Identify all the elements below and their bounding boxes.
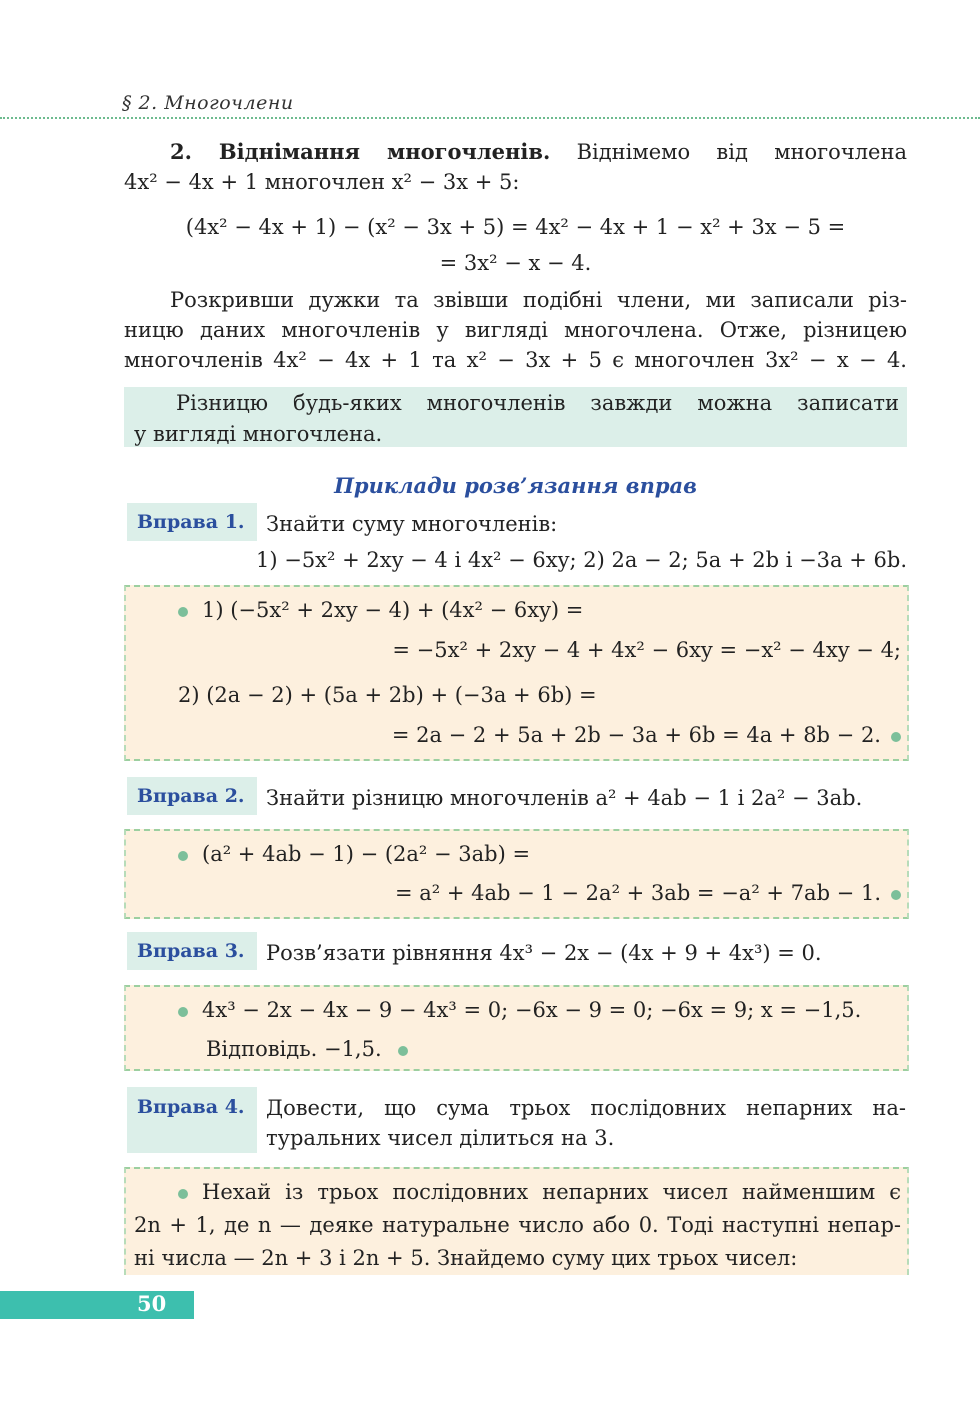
exercise-3-solution <box>124 985 909 1071</box>
exercise-1-task-line2: 1) −5x² + 2xy − 4 і 4x² − 6xy; 2) 2a − 2; 5a + 2b і −3a + 6b. <box>256 548 907 572</box>
part2-formula-line1: (4x² − 4x + 1) − (x² − 3x + 5) = 4x² − 4x + 1 − x² + 3x − 5 = <box>185 215 846 239</box>
bullet-end-icon <box>398 1046 408 1056</box>
part2-intro-rest: Віднімемо від многочлена <box>576 140 907 164</box>
exercise-1-solution <box>124 585 909 761</box>
exercise-4-solution <box>124 1167 909 1275</box>
examples-title: Приклади розв’язання вправ <box>334 473 697 498</box>
part2-para-line3: многочленів 4x² − 4x + 1 та x² − 3x + 5 є многочлен 3x² − x − 4. <box>124 348 907 372</box>
exercise-2-tag: Вправа 2. <box>127 777 257 815</box>
bullet-end-icon <box>891 890 901 900</box>
exercise-1-task-line1: Знайти суму многочленів: <box>266 512 558 536</box>
bullet-icon <box>178 851 188 861</box>
exercise-3-task-line1: Розв’язати рівняння 4x³ − 2x − (4x + 9 + 4x³) = 0. <box>266 941 822 965</box>
part2-para-line1: Розкривши дужки та звівши подібні члени, ми записали різ- <box>170 288 907 312</box>
part2-formula-line2: = 3x² − x − 4. <box>439 251 592 275</box>
exercise-3-sol-line1: 4x³ − 2x − 4x − 9 − 4x³ = 0; −6x − 9 = 0; −6x = 9; x = −1,5. <box>178 995 901 1026</box>
exercise-4-sol-line2: 2n + 1, де n — деяке натуральне число або 0. Тоді наступні непар- <box>134 1213 901 1237</box>
exercise-1-sol-line3: 2) (2a − 2) + (5a + 2b) + (−3a + 6b) = <box>178 683 597 707</box>
exercise-2-task-line1: Знайти різницю многочленів a² + 4ab − 1 і 2a² − 3ab. <box>266 786 863 810</box>
bullet-end-icon <box>891 732 901 742</box>
bullet-icon <box>178 607 188 617</box>
part2-intro-line2: 4x² − 4x + 1 многочлен x² − 3x + 5: <box>124 170 520 194</box>
bullet-icon <box>178 1007 188 1017</box>
part2-heading: 2. Віднімання многочленів. <box>170 139 551 164</box>
header-divider <box>0 117 980 119</box>
exercise-4-tag: Вправа 4. <box>127 1087 257 1153</box>
rule-line2: у вигляді многочлена. <box>134 422 383 446</box>
exercise-4-task-line2: туральних чисел ділиться на 3. <box>266 1126 615 1150</box>
exercise-4-task-line1: Довести, що сума трьох послідовних непарних на- <box>266 1096 906 1120</box>
exercise-3-sol-line2: Відповідь. −1,5. <box>206 1034 408 1065</box>
bullet-icon <box>178 1189 188 1199</box>
exercise-2-solution <box>124 829 909 919</box>
exercise-1-sol-line2: = −5x² + 2xy − 4 + 4x² − 6xy = −x² − 4xy − 4; <box>392 638 901 662</box>
rule-line1: Різницю будь-яких многочленів завжди можна записати <box>176 391 899 415</box>
exercise-1-sol-line1: 1) (−5x² + 2xy − 4) + (4x² − 6xy) = <box>178 595 583 626</box>
part2-intro-line1 <box>124 136 907 168</box>
page-number: 50 <box>137 1291 167 1316</box>
exercise-3-tag: Вправа 3. <box>127 932 257 970</box>
exercise-1-sol-line4: = 2a − 2 + 5a + 2b − 3a + 6b = 4a + 8b − 2. <box>392 720 901 751</box>
rule-box <box>124 387 907 447</box>
exercise-2-sol-line1: (a² + 4ab − 1) − (2a² − 3ab) = <box>178 839 530 870</box>
page-number-bar <box>0 1291 194 1319</box>
exercise-4-sol-line3: ні числа — 2n + 3 і 2n + 5. Знайдемо суму цих трьох чисел: <box>134 1246 798 1270</box>
exercise-2-sol-line2: = a² + 4ab − 1 − 2a² + 3ab = −a² + 7ab − 1. <box>395 878 901 909</box>
exercise-1-tag: Вправа 1. <box>127 503 257 541</box>
exercise-4-sol-line1: Нехай із трьох послідовних непарних чисел найменшим є <box>178 1177 901 1208</box>
section-header: § 2. Многочлени <box>122 92 294 114</box>
part2-para-line2: ницю даних многочленів у вигляді многочлена. Отже, різницею <box>124 318 907 342</box>
